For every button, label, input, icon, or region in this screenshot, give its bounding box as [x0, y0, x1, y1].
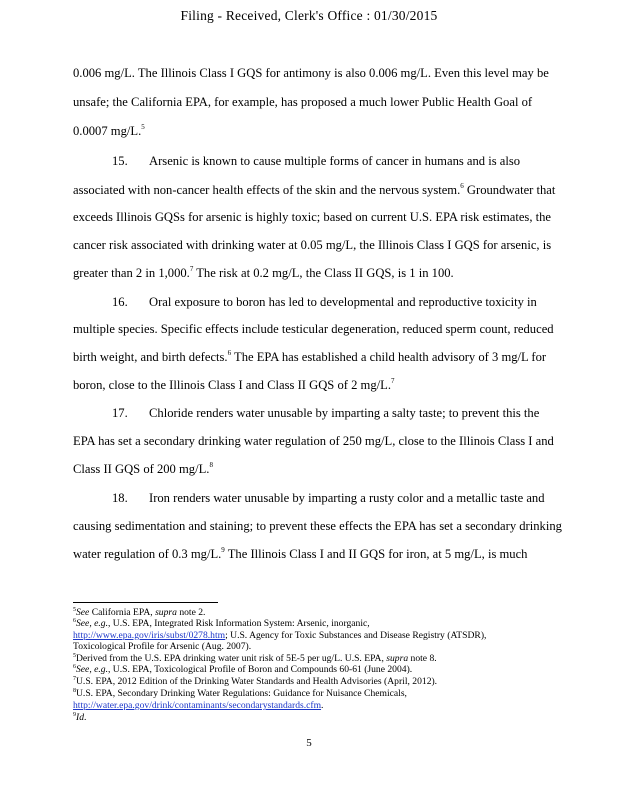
- footnote-text: .: [321, 700, 324, 711]
- footnote-ref: 9: [221, 546, 225, 554]
- body-line: 0.006 mg/L. The Illinois Class I GQS for antimony is also 0.006 mg/L. Even this level may be: [73, 66, 549, 80]
- body-line: multiple species. Specific effects include testicular degeneration, reduced sperm count, reduced: [73, 322, 554, 336]
- footnote-text: ,: [89, 618, 95, 629]
- footnote-separator: [73, 602, 218, 603]
- line-text: The EPA has established a child health advisory of 3 mg/L for: [231, 350, 547, 364]
- footnote-number: 8: [73, 688, 76, 694]
- paragraph-number: 17.: [112, 406, 128, 420]
- footnote-number: 9: [73, 712, 76, 718]
- footnote-number: 6: [73, 618, 76, 624]
- signal-text: See: [76, 664, 90, 675]
- body-line: [73, 462, 213, 477]
- line-text: boron, close to the Illinois Class I and Class II GQS of 2 mg/L.: [73, 378, 391, 392]
- paragraph-18: [112, 491, 545, 506]
- secondary-standards-link[interactable]: http://water.epa.gov/drink/contaminants/secondarystandards.cfm: [73, 700, 322, 711]
- body-line: unsafe; the California EPA, for example, has proposed a much lower Public Health Goal of: [73, 95, 533, 109]
- body-line: [73, 183, 555, 198]
- line-text: 0.0007 mg/L.: [73, 124, 142, 138]
- footnote-6b: [73, 664, 412, 675]
- paragraph-number: 16.: [112, 295, 128, 309]
- signal-text: See: [76, 618, 90, 629]
- footnote-6: [73, 618, 370, 629]
- line-text: Oral exposure to boron has led to developmental and reproductive toxicity in: [149, 295, 537, 309]
- body-line: causing sedimentation and staining; to prevent these effects the EPA has set a secondary drinking: [73, 519, 562, 533]
- line-text: Groundwater that: [463, 183, 556, 197]
- footnote-ref: 6: [460, 182, 464, 190]
- paragraph-17: [112, 406, 539, 421]
- footnote-number: 5: [73, 607, 76, 613]
- footnote-text: U.S. EPA, Secondary Drinking Water Regulations: Guidance for Nuisance Chemicals,: [76, 688, 407, 699]
- body-line: [73, 266, 454, 281]
- line-text: Class II GQS of 200 mg/L.: [73, 462, 210, 476]
- signal-text: e.g.: [94, 664, 108, 675]
- line-text: The risk at 0.2 mg/L, the Class II GQS, is 1 in 100.: [193, 266, 454, 280]
- signal-text: supra: [155, 607, 177, 618]
- footnote-7: [73, 676, 437, 687]
- body-line: [73, 547, 527, 562]
- footnote-text: ,: [89, 664, 95, 675]
- line-text: Chloride renders water unusable by imparting a salty taste; to prevent this the: [149, 406, 540, 420]
- footnote-text: , U.S. EPA, Toxicological Profile of Boron and Compounds 60-61 (June 2004).: [107, 664, 413, 675]
- footnote-ref: 5: [141, 123, 145, 131]
- footnote-text: note 8.: [408, 653, 437, 664]
- footnote-ref: 8: [209, 461, 213, 469]
- footnote-text: ; U.S. Agency for Toxic Substances and Disease Registry (ATSDR),: [225, 630, 487, 641]
- footnote-8-line-2: [73, 700, 323, 711]
- body-line: [73, 124, 145, 139]
- footnote-number: 7: [73, 676, 76, 682]
- footnote-number: 5: [73, 653, 76, 659]
- line-text: water regulation of 0.3 mg/L.: [73, 547, 222, 561]
- signal-text: Id: [76, 712, 84, 723]
- body-line: exceeds Illinois GQSs for arsenic is highly toxic; based on current U.S. EPA risk estimates, the: [73, 210, 552, 224]
- signal-text: See: [76, 607, 90, 618]
- footnote-text: U.S. EPA, 2012 Edition of the Drinking Water Standards and Health Advisories (April, 2012).: [76, 676, 438, 687]
- footnote-text: Derived from the U.S. EPA drinking water unit risk of 5E-5 per ug/L. U.S. EPA,: [76, 653, 387, 664]
- paragraph-number: 15.: [112, 154, 128, 168]
- footnote-9: [73, 712, 86, 723]
- footnote-text: note 2.: [176, 607, 206, 618]
- body-line: [73, 378, 394, 393]
- footnote-6-line-2: [73, 630, 486, 641]
- footnote-text: , U.S. EPA, Integrated Risk Information System: Arsenic, inorganic,: [107, 618, 370, 629]
- footnote-ref: 7: [189, 265, 194, 273]
- arsenic-iris-link[interactable]: http://www.epa.gov/iris/subst/0278.htm: [73, 630, 226, 641]
- paragraph-number: 18.: [112, 491, 128, 505]
- filing-header: Filing - Received, Clerk's Office : 01/30/2015: [180, 8, 438, 23]
- body-line: EPA has set a secondary drinking water regulation of 250 mg/L, close to the Illinois Class I and: [73, 434, 554, 448]
- line-text: Iron renders water unusable by imparting a rusty color and a metallic taste and: [149, 491, 545, 505]
- line-text: Arsenic is known to cause multiple forms of cancer in humans and is also: [149, 154, 521, 168]
- paragraph-15: [112, 154, 520, 169]
- line-text: birth weight, and birth defects.: [73, 350, 228, 364]
- footnote-5: [73, 607, 205, 618]
- footnote-5b: [73, 653, 437, 664]
- signal-text: e.g.: [94, 618, 108, 629]
- paragraph-16: [112, 295, 537, 310]
- footnote-text: .: [84, 712, 87, 723]
- line-text: associated with non-cancer health effects of the skin and the nervous system.: [73, 183, 461, 197]
- footnote-text: California EPA,: [89, 607, 156, 618]
- line-text: greater than 2 in 1,000.: [73, 266, 190, 280]
- footnote-8: [73, 688, 407, 699]
- page-number: 5: [306, 737, 312, 749]
- footnote-ref: 6: [227, 349, 232, 357]
- footnote-number: 6: [73, 664, 76, 670]
- signal-text: supra: [386, 653, 409, 664]
- body-line: cancer risk associated with drinking water at 0.05 mg/L, the Illinois Class I GQS for arsenic, is: [73, 238, 552, 252]
- footnote-6-line-3: Toxicological Profile for Arsenic (Aug. 2007).: [73, 641, 252, 652]
- line-text: The Illinois Class I and II GQS for iron, at 5 mg/L, is much: [224, 547, 528, 561]
- footnote-ref: 7: [390, 377, 395, 385]
- body-line: [73, 350, 546, 365]
